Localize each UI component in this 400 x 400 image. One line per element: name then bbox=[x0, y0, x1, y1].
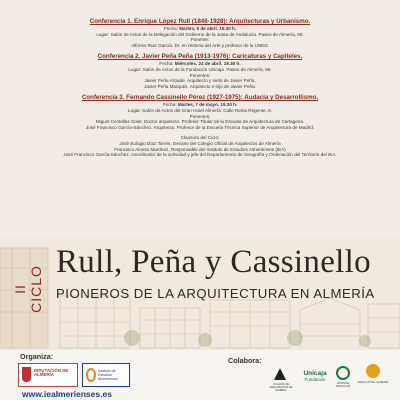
speakers-label: Ponentes: bbox=[189, 72, 211, 78]
date-value: Martes, 9 de abril. 19.30 h. bbox=[179, 26, 237, 31]
closing-line: José Francisco García-Sánchez, coordinador de la actividad y jefe del Departamento de Geografía y Ordenación del Territorio del IEA. bbox=[63, 152, 337, 158]
speaker: Alfonso Ruiz García. Dr. en Historia del Arte y profesor de la UNED. bbox=[131, 42, 269, 48]
date-label: Fecha: bbox=[159, 61, 174, 67]
junta-logo: JUNTA DE ANDALUCÍA bbox=[332, 366, 354, 394]
closing-line: Francisco Alonso Martínez, Responsable del Instituto de Estudios Almerienses (IEA) bbox=[114, 146, 286, 152]
main-title: Rull, Peña y Cassinello bbox=[56, 244, 371, 280]
organiza-label: Organiza: bbox=[20, 352, 54, 361]
iea-logo: Instituto de Estudios Almerienses bbox=[82, 363, 130, 387]
sun-icon bbox=[366, 364, 380, 378]
crest-icon bbox=[22, 367, 31, 382]
gran-hotel-logo: GRAN HOTEL ALMERÍA bbox=[358, 364, 388, 394]
conference-3 bbox=[0, 94, 400, 130]
date-label: Fecha: bbox=[162, 102, 177, 108]
speakers-label: Ponentes: bbox=[189, 113, 211, 119]
closing-section bbox=[0, 135, 400, 157]
conference-1 bbox=[0, 18, 400, 48]
subtitle: PIONEROS DE LA ARQUITECTURA EN ALMERÍA bbox=[56, 286, 375, 301]
website-link[interactable]: www.iealmerienses.es bbox=[22, 389, 112, 399]
cycle-label: II CICLO bbox=[12, 265, 44, 313]
conference-title: Conferencia 1. Enrique López Rull (1846-1928): Arquitecturas y Urbanismo. bbox=[89, 18, 311, 25]
date-label: Fecha: bbox=[163, 26, 178, 31]
unicaja-logo: Unicaja Fundación bbox=[303, 370, 327, 382]
closing-line: José Eulogio Díaz Torres, Decano del Colegio Oficial de Arquitectos de Almería bbox=[119, 140, 281, 146]
diputacion-logo: DIPUTACIÓN DE ALMERÍA bbox=[18, 363, 78, 387]
speaker: Javier Peña Alcaide. Arquitecto y nieto de Javier Peña. bbox=[144, 78, 256, 84]
conference-title: Conferencia 3. Fernando Cassinello Pérez (1927-1975): Audacia y Desarrollismo. bbox=[81, 94, 319, 102]
conference-title: Conferencia 2. Javier Peña Peña (1913-1976): Caricaturas y Capiteles. bbox=[97, 53, 303, 61]
coa-logo: COLEGIO DE ARQUITECTOS DE ALMERÍA bbox=[268, 368, 294, 394]
place: Lugar: Salón de Actos de la Delegación del Gobierno de la Junta de Andalucía. Paseo de Almería, 68. bbox=[96, 31, 304, 37]
speaker: Miguel Centellas Soler. Doctor arquitecto. Profesor Titular de la Escuela de Arquitectura de Cartagena. bbox=[95, 119, 305, 125]
date-value: Martes, 7 de mayo. 19.30 h. bbox=[178, 102, 238, 108]
speaker: José Francisco García-Sánchez. Arquitecto. Profesor de la Escuela Técnica Superior de Arquitectura de Madrid. bbox=[85, 124, 315, 130]
coa-mark-icon bbox=[274, 368, 286, 380]
speaker: Javier Peña Marquéz. Arquitecto e hijo de Javier Peña. bbox=[144, 83, 256, 89]
place: Lugar: Salón de Actos de la Fundación Unicaja. Paseo de Almería, 69. bbox=[128, 66, 272, 72]
conference-list bbox=[0, 18, 400, 158]
junta-mark-icon bbox=[336, 366, 350, 380]
date-value: Miércoles, 24 de abril. 19.30 h. bbox=[174, 61, 241, 67]
place: Lugar: Salón de Actos del Gran Hotel Almería. Calle Reina Regente, 8. bbox=[127, 107, 273, 113]
iea-mark-icon bbox=[86, 368, 96, 382]
conference-2 bbox=[0, 53, 400, 89]
footer bbox=[0, 350, 400, 400]
closing-label: Clausura del Ciclo: bbox=[180, 135, 220, 141]
speakers-label: Ponente: bbox=[190, 37, 210, 43]
colabora-label: Colabora: bbox=[228, 356, 262, 365]
